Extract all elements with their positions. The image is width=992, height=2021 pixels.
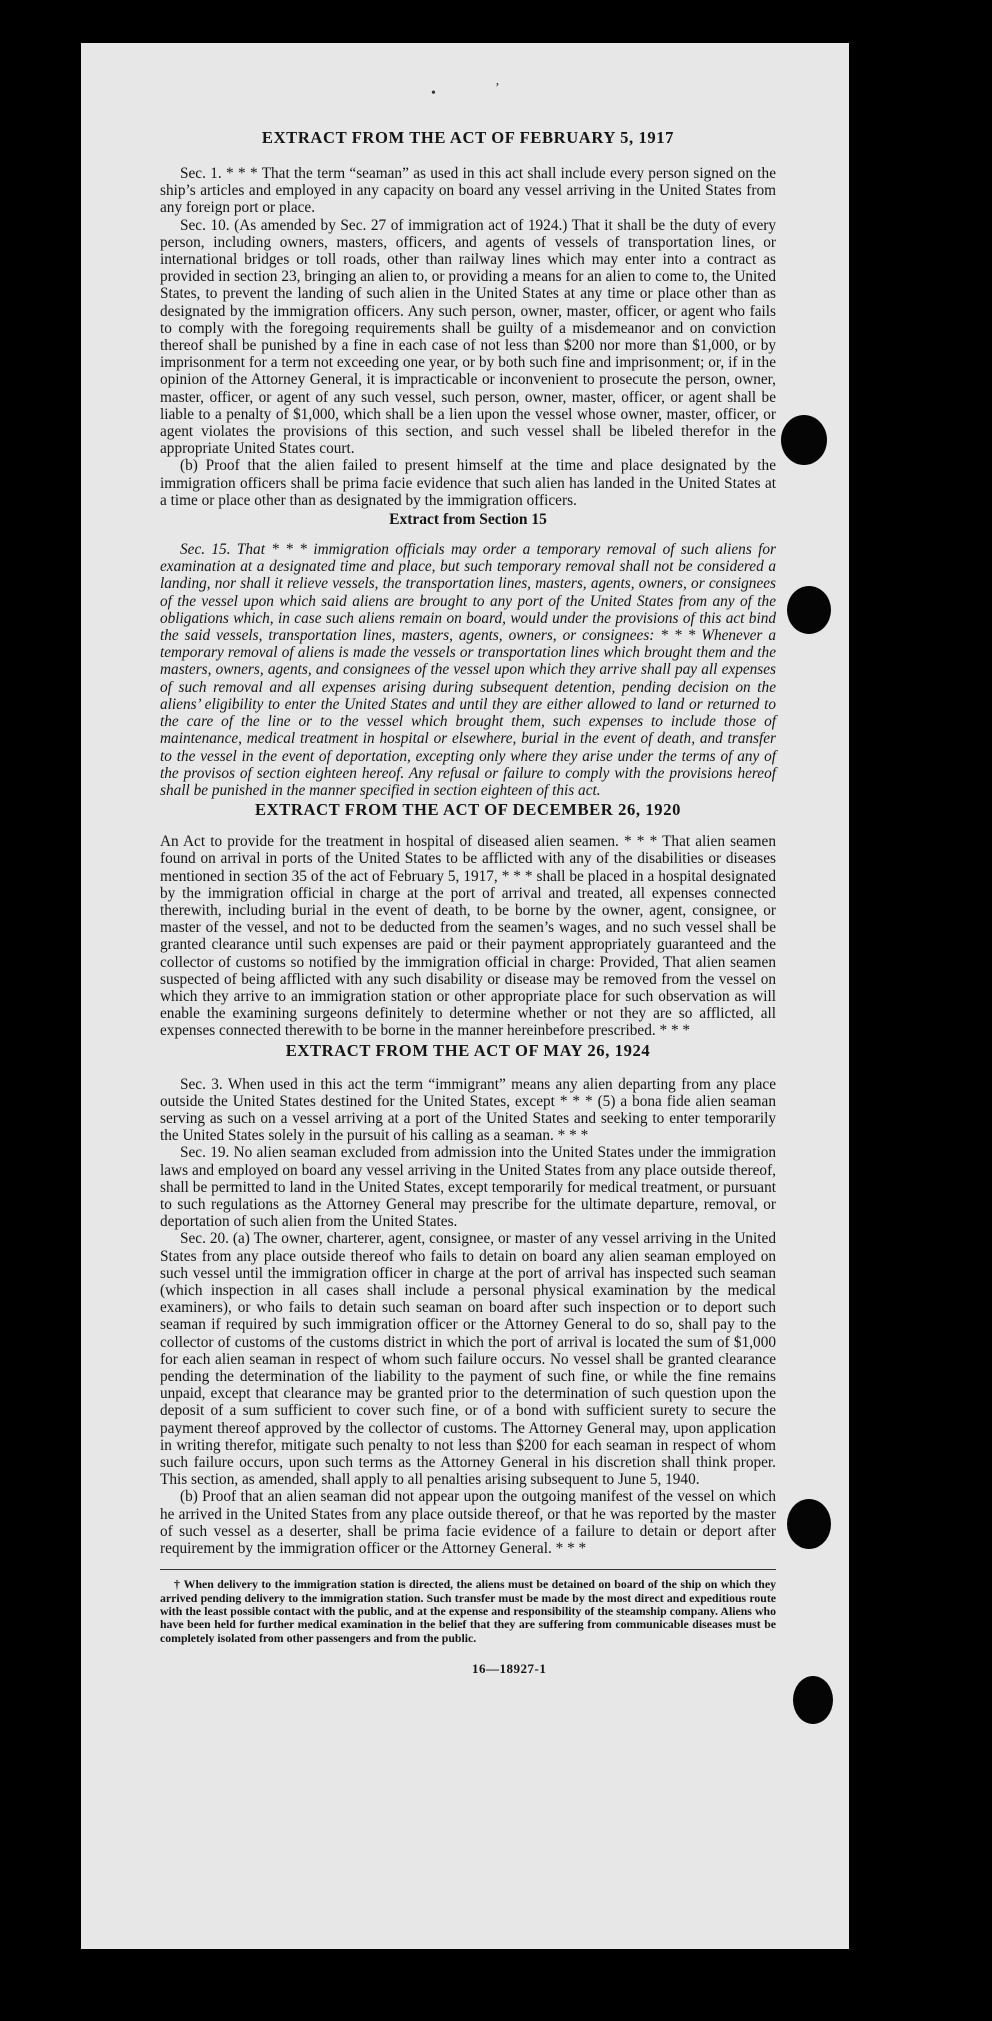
- punch-hole: [781, 415, 827, 465]
- paragraph-sec-1: Sec. 1. * * * That the term “seaman” as used in this act shall include every person signed on the ship’s articles and employed in any capacity on board any vessel arriving in the United States from any foreign port or place.: [160, 165, 776, 217]
- section-15-text: [160, 541, 776, 799]
- section-1917-text: [160, 165, 776, 509]
- paragraph-sec-20-a: Sec. 20. (a) The owner, charterer, agent, consignee, or master of any vessel arriving in the United States from any place outside thereof who fails to detain on board any alien seaman employed on such vessel until the immigration officer in charge at the port of arrival has inspected such seaman (which inspection in all cases shall include a personal physical examination by the medical examiners), or who fails to detain such seaman on board after such inspection or to deport such seaman if required by such immigration officer or the Attorney General to do so, shall pay to the collector of customs of the customs district in which the port of arrival is located the sum of $1,000 for each alien seaman in respect of whom such failure occurs. No vessel shall be granted clearance pending the determination of the liability to the payment of such fine, or while the fine remains unpaid, except that clearance may be granted prior to the determination of such question upon the deposit of a sum sufficient to cover such fine, or of a bond with sufficient surety to secure the payment thereof approved by the collector of customs. The Attorney General may, upon application in writing therefor, mitigate such penalty to not less than $200 for each seaman in respect of whom such failure occurs, upon such terms as the Attorney General in his discretion shall think proper. This section, as amended, shall apply to all penalties arising subsequent to June 5, 1940.: [160, 1230, 776, 1489]
- paragraph-sec-19: Sec. 19. No alien seaman excluded from admission into the United States under the immigration laws and employed on board any vessel arriving in the United States from any place outside thereof, shall be permitted to land in the United States, except temporarily for medical treatment, or pursuant to such regulations as the Attorney General may prescribe for the ultimate departure, removal, or deportation of such alien from the United States.: [160, 1144, 776, 1231]
- form-number: 16—18927-1: [472, 1661, 547, 1677]
- document-body: [160, 127, 776, 1677]
- stray-mark: ’: [495, 81, 500, 96]
- paragraph-act-1920: An Act to provide for the treatment in hospital of diseased alien seamen. * * * That alien seamen found on arrival in ports of the United States to be afflicted with any of the disabilities or diseases mentioned in section 35 of the act of February 5, 1917, * * * shall be placed in a hospital designated by the immigration official in charge at the port of arrival and treated, all expenses connected therewith, including burial in the event of death, to be borne by the owner, agent, consignee, or master of the vessel, and not to be deducted from the seamen’s wages, and no such vessel shall be granted clearance until such expenses are paid or their payment appropriately guaranteed and the collector of customs so notified by the immigration official in charge: Provided, That alien seamen suspected of being afflicted with any such disability or disease may be removed from the vessel on which they arrive to an immigration station or other appropriate place for such observation as will enable the examining surgeons definitely to determine whether or not they are so afflicted, all expenses connected therewith to be borne in the manner hereinbefore prescribed. * * *: [160, 833, 776, 1040]
- heading-section-15: Extract from Section 15: [389, 511, 547, 529]
- section-1924-text: [160, 1076, 776, 1558]
- punch-hole: [787, 1499, 831, 1549]
- footnote-divider: [160, 1569, 776, 1570]
- punch-hole: [787, 586, 831, 634]
- punch-hole: [793, 1676, 833, 1724]
- section-1920-text: [160, 833, 776, 1039]
- document-page: [81, 43, 849, 1949]
- footnote: † When delivery to the immigration station is directed, the aliens must be detained on board of the ship on which they arrived pending delivery to the immigration station. Such transfer must be made by the most direct and expeditious route with the least possible contact with the public, and at the expense and responsibility of the steamship company. Aliens who have been held for further medical examination in the belief that they are suffering from communicable diseases must be completely isolated from other passengers and from the public.: [160, 1577, 776, 1645]
- paragraph-sec-3: Sec. 3. When used in this act the term “immigrant” means any alien departing from any place outside the United States destined for the United States, except * * * (5) a bona fide alien seaman serving as such on a vessel arriving at a port of the United States and seeking to enter temporarily the United States solely in the pursuit of his calling as a seaman. * * *: [160, 1075, 776, 1145]
- heading-act-1920: EXTRACT FROM THE ACT OF DECEMBER 26, 1920: [255, 800, 681, 820]
- paragraph-sec-20-b: (b) Proof that an alien seaman did not appear upon the outgoing manifest of the vessel on which he arrived in the United States from any place outside thereof, or that he was reported by the master of such vessel as a deserter, shall be prima facie evidence of a failure to detain or deport after requirement by the immigration officer or the Attorney General. * * *: [160, 1488, 776, 1558]
- stray-mark: •: [431, 86, 436, 101]
- heading-act-1924: EXTRACT FROM THE ACT OF MAY 26, 1924: [285, 1040, 651, 1060]
- paragraph-sec-10: Sec. 10. (As amended by Sec. 27 of immigration act of 1924.) That it shall be the duty of every person, including owners, masters, officers, and agents of vessels of transportation lines, or international bridges or toll roads, other than railway lines which may enter into a contract as provided in section 23, bringing an alien to, or providing a means for an alien to come to, the United States, to prevent the landing of such alien in the United States at any time or place other than as designated by the immigration officers. Any such person, owner, master, officer, or agent who fails to comply with the foregoing requirements shall be guilty of a misdemeanor and on conviction thereof shall be punished by a fine in each case of not less than $200 nor more than $1,000, or by imprisonment for a term not exceeding one year, or by both such fine and imprisonment; or, if in the opinion of the Attorney General, it is impracticable or inconvenient to prosecute the person, owner, master, officer, or agent of any such vessel, such person, owner, master, officer, or agent shall be liable to a penalty of $1,000, which shall be a lien upon the vessel whose owner, master, officer, or agent violates the provisions of this section, and such vessel shall be libeled therefor in the appropriate United States court.: [160, 216, 776, 458]
- paragraph-sec-10-b: (b) Proof that the alien failed to present himself at the time and place designated by the immigration officers shall be prima facie evidence that such alien has landed in the United States at a time or place other than as designated by the immigration officers.: [160, 457, 776, 509]
- paragraph-sec-15: Sec. 15. That * * * immigration officials may order a temporary removal of such aliens for examination at a designated time and place, but such temporary removal shall not be considered a landing, nor shall it relieve vessels, the transportation lines, masters, agents, owners, or consignees of the vessel upon which said aliens are brought to any port of the United States from any of the obligations which, in case such aliens remain on board, would under the provisions of this act bind the said vessels, transportation lines, masters, agents, owners, or consignees: * * * Whenever a temporary removal of aliens is made the vessels or transportation lines which brought them and the masters, owners, agents, and consignees of the vessel upon which they arrive shall pay all expenses of such removal and all expenses arising during subsequent detention, pending decision on the aliens’ eligibility to enter the United States and until they are either allowed to land or returned to the care of the line or to the vessel which brought them, such expenses to include those of maintenance, medical treatment in hospital or elsewhere, burial in the event of death, and transfer to the vessel in the event of deportation, excepting only where they arise under the terms of any of the provisos of section eighteen hereof. Any refusal or failure to comply with the provisions hereof shall be punished in the manner specified in section eighteen of this act.: [160, 541, 776, 799]
- heading-act-1917: EXTRACT FROM THE ACT OF FEBRUARY 5, 1917: [261, 128, 675, 147]
